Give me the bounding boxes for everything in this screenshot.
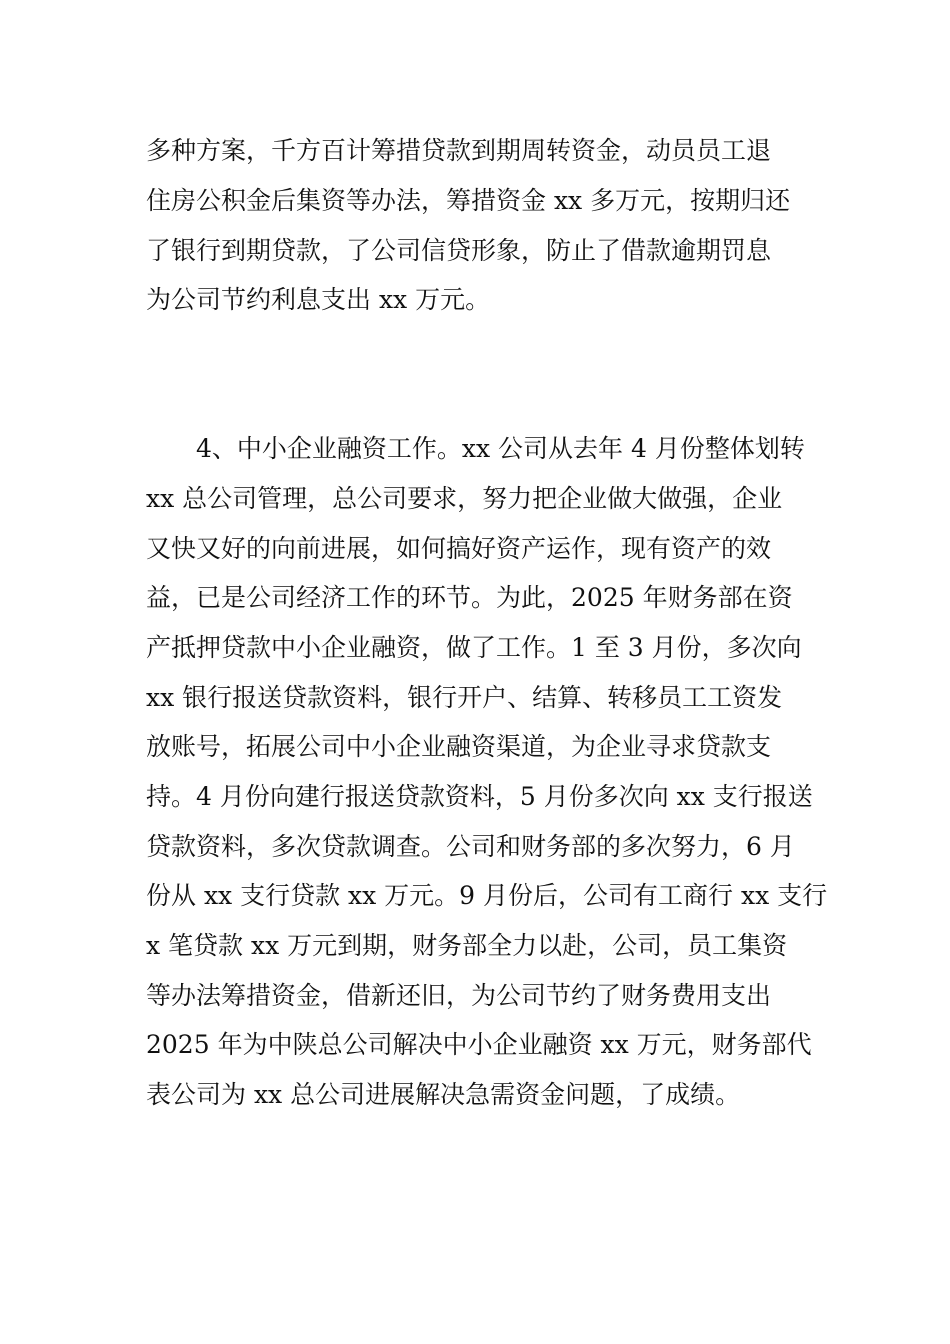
text-line: 放账号，拓展公司中小企业融资渠道，为企业寻求贷款支 (146, 732, 772, 761)
text-line: 4、中小企业融资工作。xx 公司从去年 4 月份整体划转 (196, 434, 805, 463)
text-line: 益，已是公司经济工作的环节。为此，2025 年财务部在资 (146, 583, 793, 612)
text-line: 了银行到期贷款，了公司信贷形象，防止了借款逾期罚息 (146, 236, 772, 265)
text-line: 表公司为 xx 总公司进展解决急需资金问题，了成绩。 (146, 1080, 741, 1109)
text-line: 为公司节约利息支出 xx 万元。 (146, 285, 491, 314)
text-line: 份从 xx 支行贷款 xx 万元。9 月份后，公司有工商行 xx 支行 (146, 881, 828, 910)
text-line: 贷款资料，多次贷款调查。公司和财务部的多次努力，6 月 (146, 832, 795, 861)
text-line: x 笔贷款 xx 万元到期，财务部全力以赴，公司，员工集资 (146, 931, 788, 960)
text-line: 多种方案，千方百计筹措贷款到期周转资金，动员员工退 (146, 136, 772, 165)
text-line: 产抵押贷款中小企业融资，做了工作。1 至 3 月份，多次向 (146, 633, 802, 662)
text-line: 住房公积金后集资等办法，筹措资金 xx 多万元，按期归还 (146, 186, 791, 215)
text-line: 2025 年为中陕总公司解决中小企业融资 xx 万元，财务部代 (146, 1030, 812, 1059)
text-line: 等办法筹措资金，借新还旧，为公司节约了财务费用支出 (146, 981, 772, 1010)
text-line: 又快又好的向前进展，如何搞好资产运作，现有资产的效 (146, 534, 772, 563)
text-line: xx 总公司管理，总公司要求，努力把企业做大做强，企业 (146, 484, 783, 513)
text-line: xx 银行报送贷款资料，银行开户、结算、转移员工工资发 (146, 683, 783, 712)
text-line: 持。4 月份向建行报送贷款资料，5 月份多次向 xx 支行报送 (146, 782, 813, 811)
